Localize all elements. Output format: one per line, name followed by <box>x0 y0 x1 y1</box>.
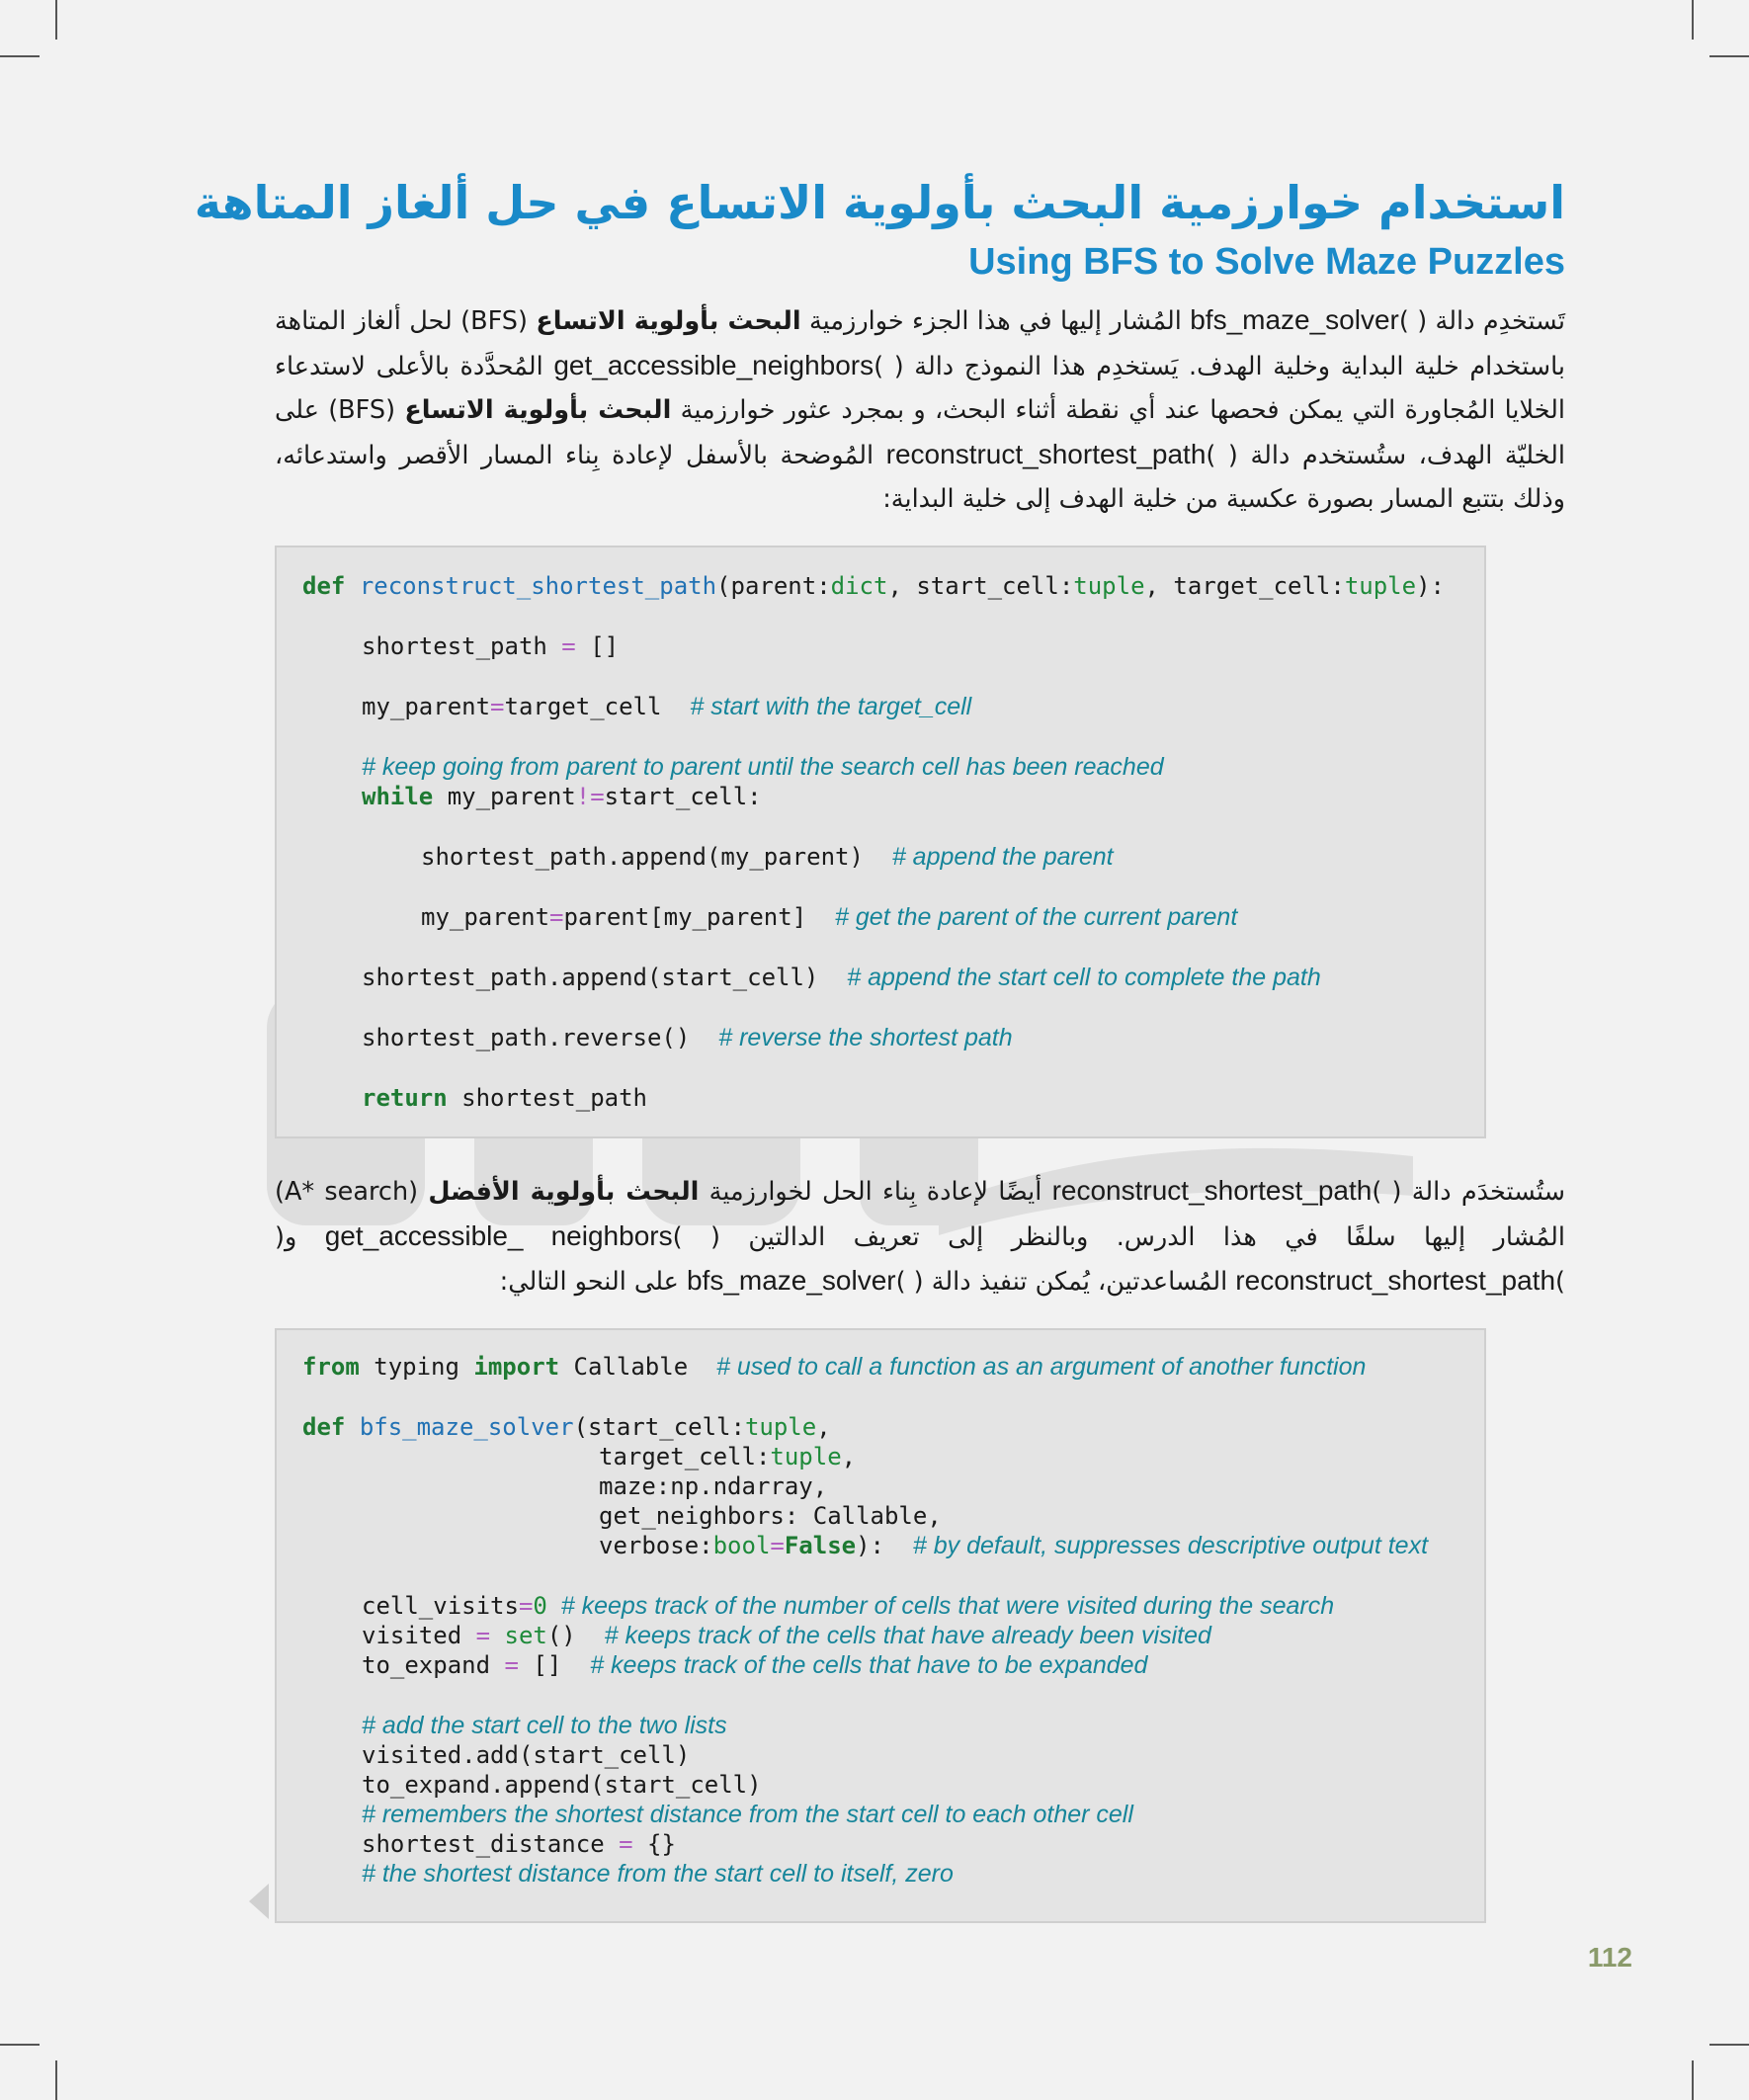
code-line: from typing import Callable # used to call a function as an argument of another function <box>302 1353 1367 1381</box>
code-line: shortest_distance = {} <box>362 1830 676 1858</box>
crop-mark <box>1709 55 1749 57</box>
crop-mark <box>1692 0 1694 40</box>
code-line: visited.add(start_cell) <box>362 1741 691 1769</box>
intro-paragraph <box>275 298 1565 522</box>
code-line: # the shortest distance from the start cell to itself, zero <box>362 1860 954 1888</box>
text-run: (A* search) المُشار إليها سلفًا في هذا الدرس. وبالنظر إلى تعريف الدالتين ( ) <box>275 1177 1565 1252</box>
code-line: verbose:bool=False): # by default, suppresses descriptive output text <box>599 1532 1429 1559</box>
section-title-arabic: استخدام خوارزمية البحث بأولوية الاتساع في حل ألغاز المتاهة <box>194 176 1565 229</box>
text-run: أيضًا لإعادة بِناء الحل لخوارزمية <box>699 1177 1052 1207</box>
crop-mark <box>0 2044 40 2046</box>
bold-term: البحث بأولوية الاتساع <box>536 306 801 336</box>
crop-mark <box>0 55 40 57</box>
code-line: my_parent=parent[my_parent] # get the parent of the current parent <box>421 903 1238 931</box>
code-line: # remembers the shortest distance from the start cell to each other cell <box>362 1801 1133 1828</box>
code-line: return shortest_path <box>362 1084 647 1112</box>
continuation-arrow-icon <box>249 1884 269 1919</box>
code-line: my_parent=target_cell # start with the target_cell <box>362 693 972 720</box>
crop-mark <box>55 0 57 40</box>
bold-term: البحث بأولوية الأفضل <box>428 1177 700 1207</box>
code-line: while my_parent!=start_cell: <box>362 783 762 810</box>
function-name: bfs_maze_solver <box>686 1265 896 1296</box>
text-run: (BFS) على الخليّة الهدف، ستُستخدم دالة ( ) <box>275 395 1565 470</box>
code-line: to_expand = [] # keeps track of the cells that have to be expanded <box>362 1651 1148 1679</box>
code-line: def bfs_maze_solver(start_cell:tuple, <box>302 1413 831 1441</box>
text-run: تَستخدِم دالة ( ) <box>1398 306 1565 336</box>
text-run: المُساعدتين، يُمكن تنفيذ دالة ( ) <box>895 1267 1236 1297</box>
function-name: reconstruct_shortest_path <box>885 438 1207 469</box>
function-name: reconstruct_shortest_path <box>1235 1265 1556 1296</box>
crop-mark <box>1709 2044 1749 2046</box>
text-run: المُشار إليها في هذا الجزء خوارزمية <box>800 306 1191 336</box>
text-run: و( ) <box>275 1221 1565 1297</box>
bold-term: البحث بأولوية الاتساع <box>404 395 672 425</box>
code-block-bfs-solver <box>275 1328 1486 1923</box>
text-run: (BFS) لحل ألغاز المتاهة باستخدام خلية البداية وخلية الهدف. يَستخدِم هذا النموذج دالة ( ) <box>275 306 1565 381</box>
second-paragraph <box>275 1169 1565 1304</box>
function-name: get_accessible_neighbors <box>553 349 874 380</box>
page-number: 112 <box>1587 1942 1632 1973</box>
crop-mark <box>1692 2060 1694 2100</box>
code-line: shortest_path = [] <box>362 632 620 660</box>
section-title-english: Using BFS to Solve Maze Puzzles <box>968 241 1565 283</box>
code-line: visited = set() # keeps track of the cells that have already been visited <box>362 1622 1211 1649</box>
code-line: cell_visits=0 # keeps track of the number of cells that were visited during the search <box>362 1592 1335 1620</box>
code-line: shortest_path.append(my_parent) # append the parent <box>421 843 1114 871</box>
text-run: على النحو التالي: <box>499 1267 687 1297</box>
code-line: maze:np.ndarray, <box>599 1472 828 1500</box>
code-line: shortest_path.append(start_cell) # append the start cell to complete the path <box>362 964 1321 991</box>
code-line: get_neighbors: Callable, <box>599 1502 942 1530</box>
function-name: get_accessible_ neighbors <box>324 1219 673 1251</box>
function-name: bfs_maze_solver <box>1190 304 1399 335</box>
code-line: target_cell:tuple, <box>599 1443 857 1470</box>
code-line: shortest_path.reverse() # reverse the shortest path <box>362 1024 1013 1051</box>
crop-mark <box>55 2060 57 2100</box>
code-line: def reconstruct_shortest_path(parent:dict, start_cell:tuple, target_cell:tuple): <box>302 572 1445 600</box>
code-line: to_expand.append(start_cell) <box>362 1771 762 1799</box>
code-line: # keep going from parent to parent until the search cell has been reached <box>362 753 1164 781</box>
text-run: ستُستخدَم دالة ( ) <box>1372 1177 1566 1207</box>
function-name: reconstruct_shortest_path <box>1051 1175 1373 1206</box>
code-block-reconstruct <box>275 546 1486 1138</box>
text-run: المُحدَّدة بالأعلى لاستدعاء الخلايا المُجاورة التي يمكن فحصها عند أي نقطة أثناء البحث، و بمجرد عثور خوارزمية <box>275 351 1566 425</box>
code-line: # add the start cell to the two lists <box>362 1712 727 1739</box>
text-run: المُوضحة بالأسفل لإعادة بِناء المسار الأقصر واستدعائه، وذلك بتتبع المسار بصورة عكسية من خلية الهدف إلى خلية البداية: <box>275 440 1565 514</box>
